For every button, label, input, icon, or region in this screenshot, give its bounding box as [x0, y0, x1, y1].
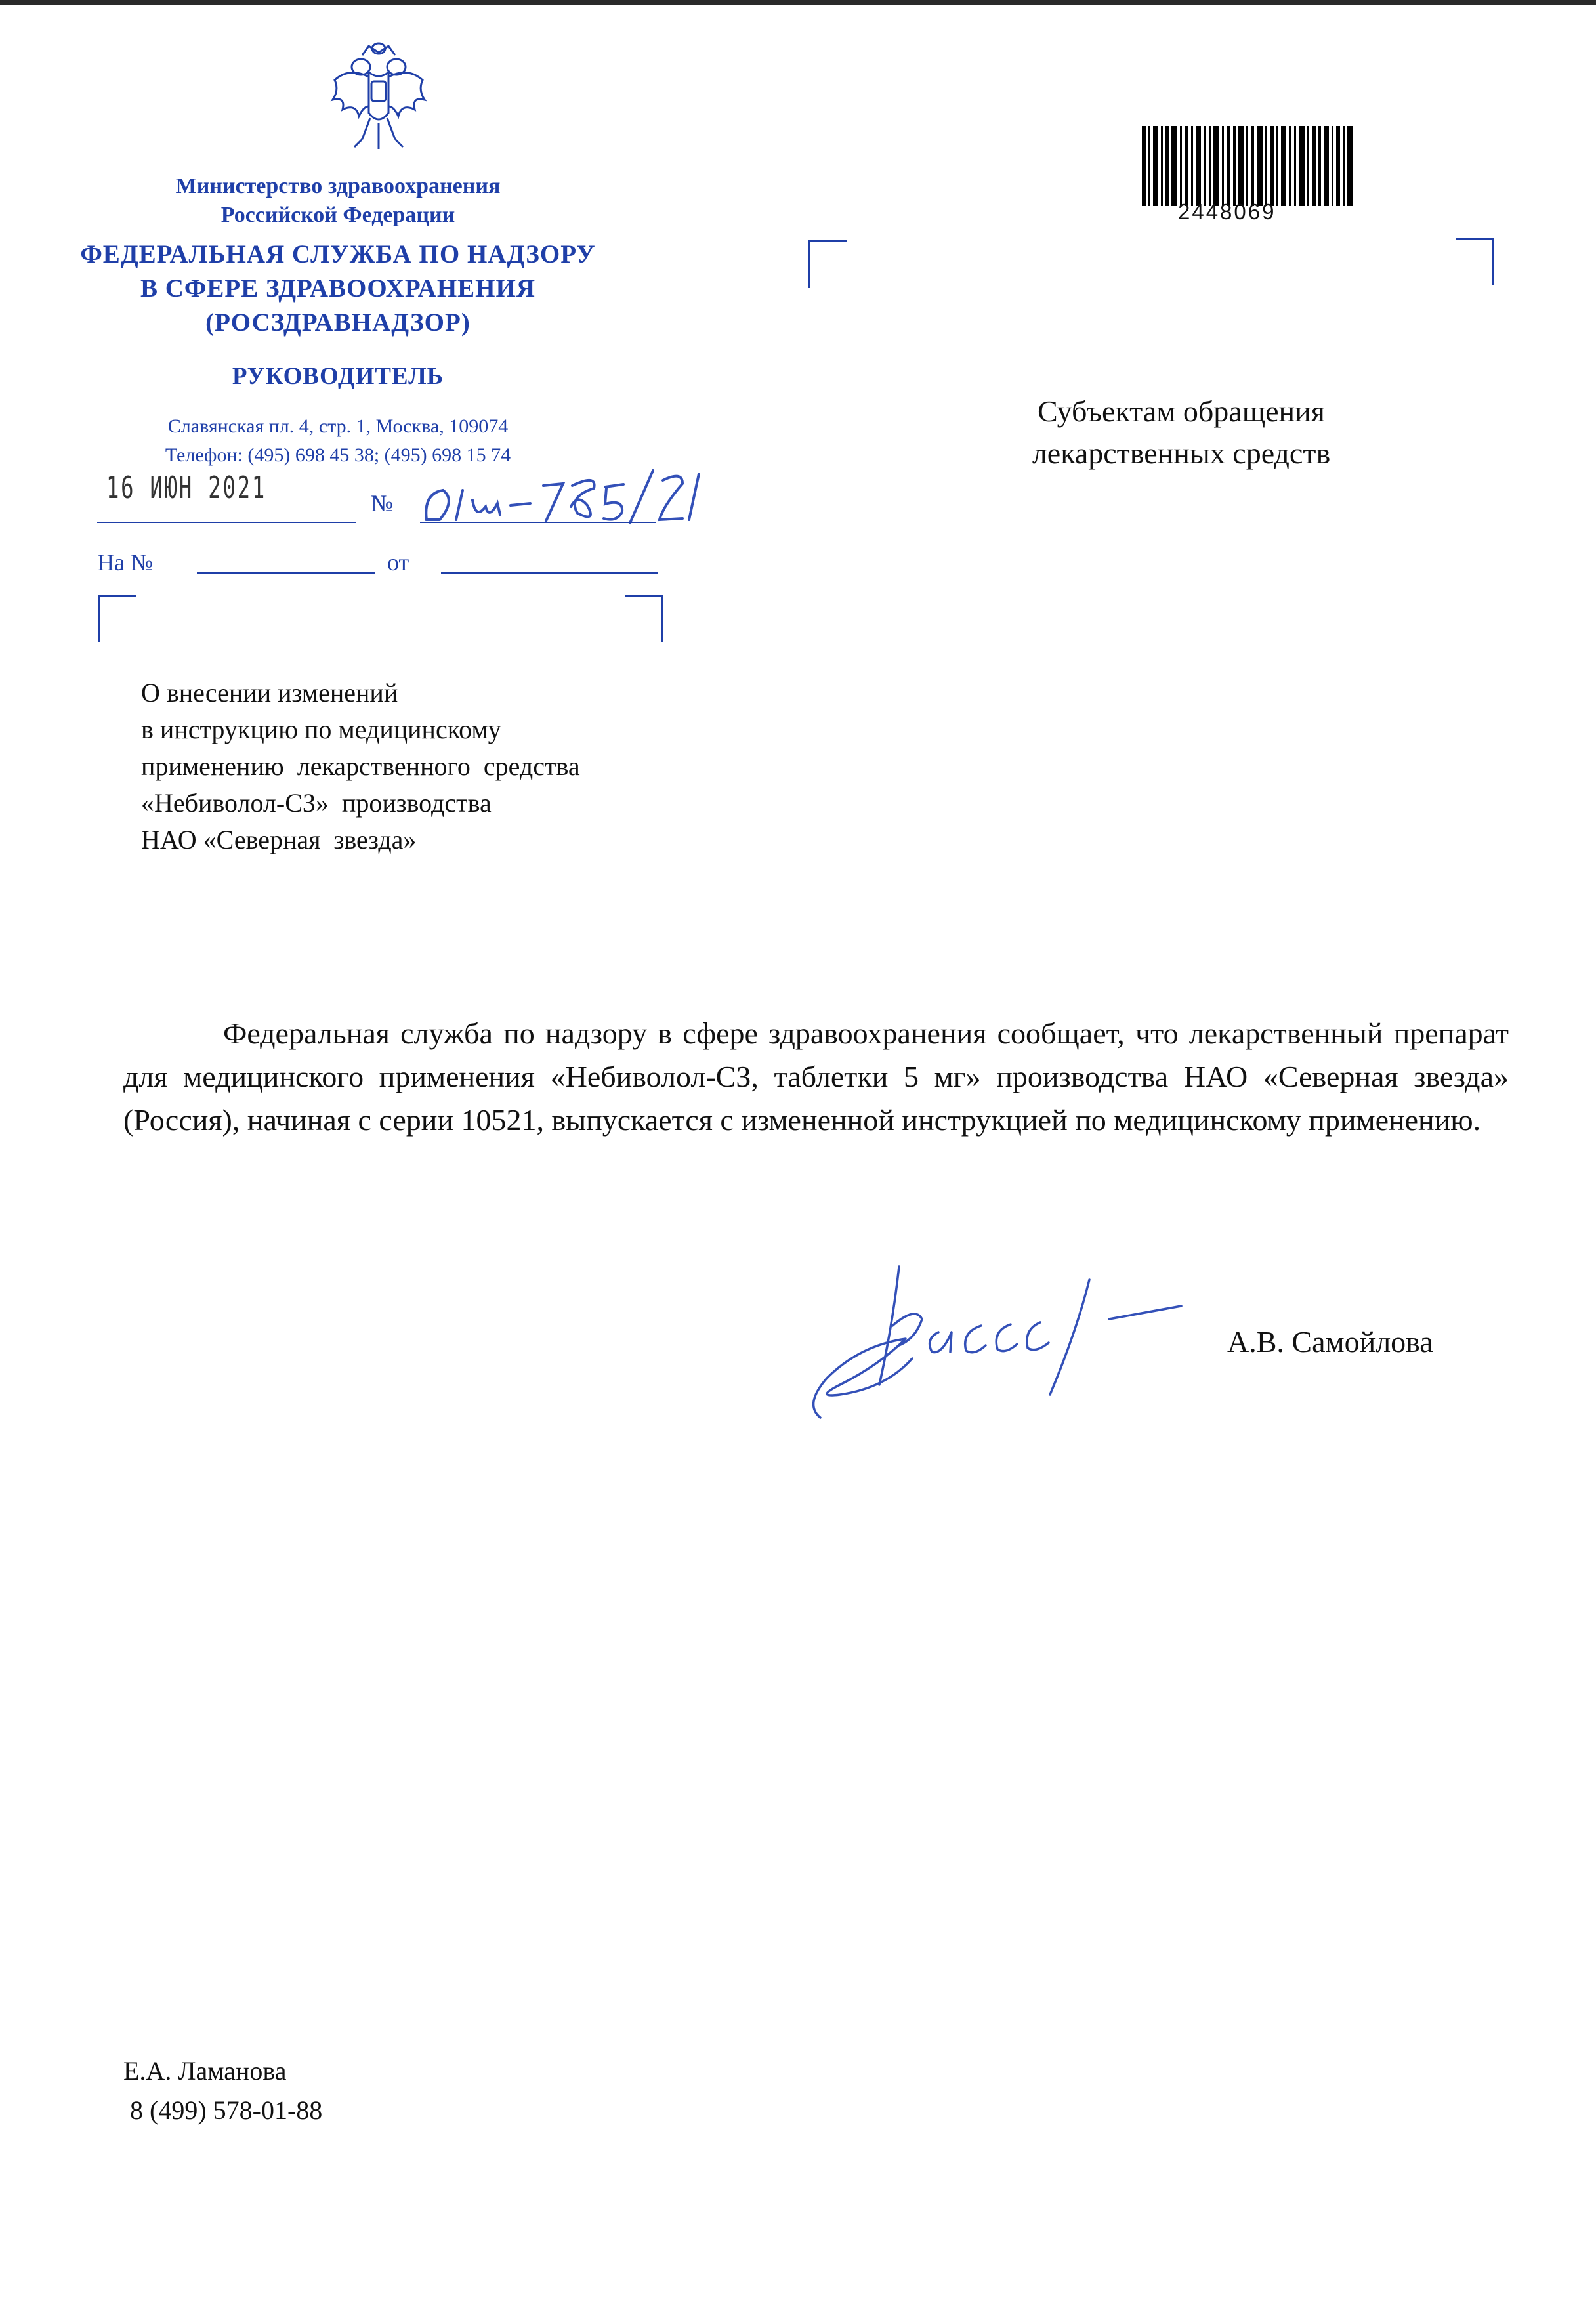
subject-line-5: НАО «Северная звезда» [141, 825, 417, 854]
recipient-line-2: лекарственных средств [1032, 436, 1331, 470]
ministry-name [79, 172, 597, 230]
phone: Телефон: (495) 698 45 38; (495) 698 15 74 [165, 444, 511, 466]
handwritten-signature [801, 1253, 1194, 1431]
from-label: от [387, 549, 410, 576]
address-corner-left [808, 240, 847, 288]
scan-top-edge [0, 0, 1596, 5]
reply-to-label: На № [97, 549, 154, 576]
body-paragraph: Федеральная служба по надзору в сфере здравоохранения сообщает, что лекарственный препарат для медицинского применения «Небиволол-СЗ, таблетки 5 мг» производства НАО «Северная звезда» (Россия), начиная с серии 10521, выпускается с измененной инструкцией по медицинскому применению. [123, 1017, 1509, 1137]
subject-line-3: применению лекарственного средства [141, 751, 580, 781]
subject-corner-left [98, 595, 136, 642]
date-line [97, 522, 356, 523]
barcode-number: 2448069 [1178, 200, 1276, 224]
recipient-block [952, 390, 1411, 474]
outgoing-number-handwritten [420, 467, 709, 526]
signer-name: А.В. Самойлова [1227, 1325, 1433, 1358]
subject-line-1: О внесении изменений [141, 678, 398, 707]
coat-of-arms-emblem [323, 41, 434, 159]
number-label: № [371, 490, 394, 516]
recipient-line-1: Субъектам обращения [1038, 394, 1325, 428]
ministry-line-2: Российской Федерации [220, 203, 455, 227]
service-line-3: (РОСЗДРАВНАДЗОР) [205, 308, 471, 337]
barcode [1142, 126, 1353, 206]
number-line [420, 522, 656, 523]
contact-block [79, 412, 597, 470]
subject-line-2: в инструкцию по медицинскому [141, 715, 501, 744]
service-line-1: ФЕДЕРАЛЬНАЯ СЛУЖБА ПО НАДЗОРУ [80, 240, 596, 268]
address-corner-right [1456, 238, 1494, 285]
executor-name: Е.А. Ламанова [123, 2056, 287, 2086]
executor-phone: 8 (499) 578-01-88 [130, 2095, 323, 2125]
service-name [79, 238, 597, 340]
subject-line-4: «Небиволол-СЗ» производства [141, 788, 492, 818]
from-line [441, 572, 658, 574]
head-title: РУКОВОДИТЕЛЬ [232, 363, 444, 390]
subject-block [141, 675, 580, 858]
date-stamp: 16 ИЮН 2021 [106, 470, 267, 505]
reply-to-line [197, 572, 375, 574]
service-line-2: В СФЕРЕ ЗДРАВООХРАНЕНИЯ [140, 274, 536, 303]
subject-corner-right [625, 595, 663, 642]
ministry-line-1: Министерство здравоохранения [175, 174, 501, 198]
address: Славянская пл. 4, стр. 1, Москва, 109074 [167, 415, 509, 437]
